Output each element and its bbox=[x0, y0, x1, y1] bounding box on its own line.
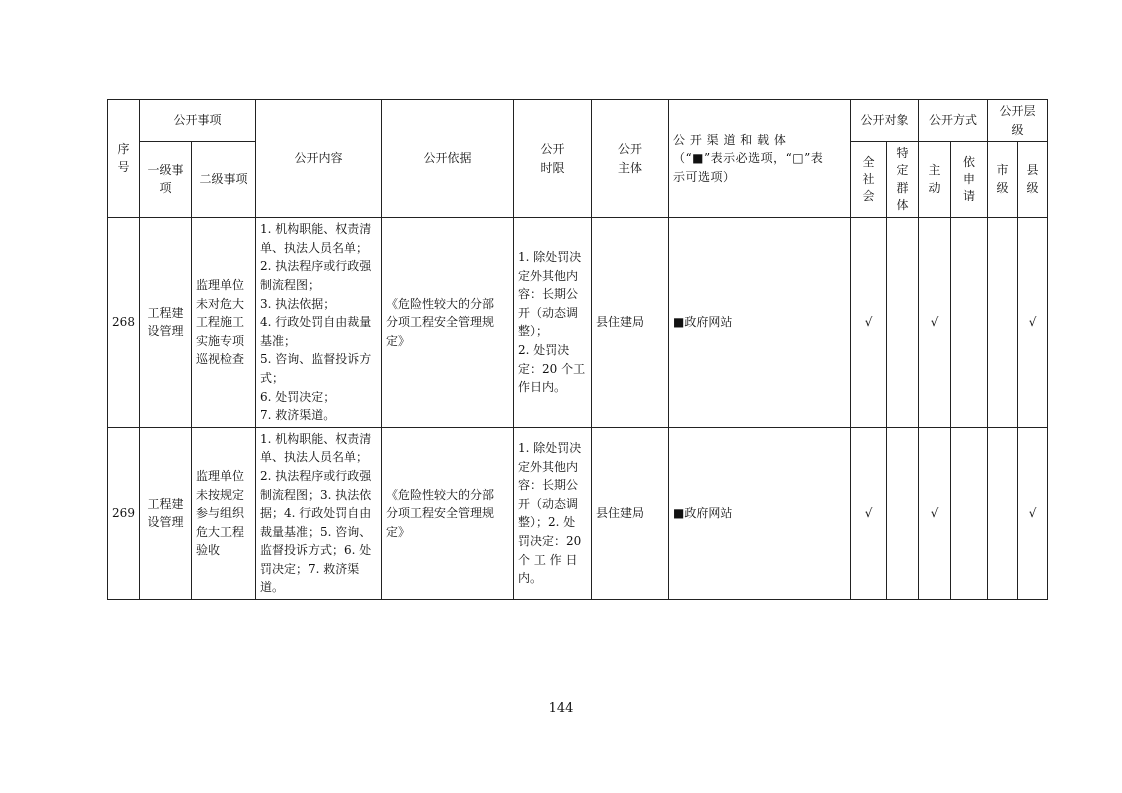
header-target-group: 公开对象 bbox=[851, 100, 919, 142]
cell-level2: 监理单位 未按规定 参与组织 危大工程 验收 bbox=[192, 427, 256, 599]
cell-method-request bbox=[951, 427, 988, 599]
cell-content: 1. 机构职能、权责清 单、执法人员名单； 2. 执法程序或行政强 制流程图； 3. 执法依据； 4. 行政处罚自由裁量 基准； 5. 咨询、监督投诉方 式； 6. 处罚决定； 7. 救济渠道。 bbox=[256, 218, 382, 428]
header-subject: 公开 主体 bbox=[592, 100, 669, 218]
header-method-active: 主 动 bbox=[919, 142, 951, 218]
cell-level2: 监理单位 未对危大 工程施工 实施专项 巡视检查 bbox=[192, 218, 256, 428]
header-method-request: 依 申 请 bbox=[951, 142, 988, 218]
header-level1: 一级事 项 bbox=[140, 142, 192, 218]
cell-channel: ■政府网站 bbox=[669, 427, 851, 599]
cell-target-specific bbox=[887, 218, 919, 428]
header-level2: 二级事项 bbox=[192, 142, 256, 218]
table-header-row-top bbox=[108, 100, 1048, 142]
header-target-specific: 特 定 群 体 bbox=[887, 142, 919, 218]
cell-level-city bbox=[988, 427, 1018, 599]
cell-target-all: √ bbox=[851, 427, 887, 599]
cell-seq: 268 bbox=[108, 218, 140, 428]
cell-target-all: √ bbox=[851, 218, 887, 428]
cell-basis: 《危险性较大的分部 分项工程安全管理规 定》 bbox=[382, 427, 514, 599]
cell-level-county: √ bbox=[1018, 218, 1048, 428]
cell-level-county: √ bbox=[1018, 427, 1048, 599]
cell-content: 1. 机构职能、权责清 单、执法人员名单； 2. 执法程序或行政强 制流程图；3. 执法依 据；4. 行政处罚自由 裁量基准；5. 咨询、 监督投诉方式；6. 处 罚决定；7. 救济渠道。 bbox=[256, 427, 382, 599]
cell-level1: 工程建 设管理 bbox=[140, 427, 192, 599]
cell-method-active: √ bbox=[919, 218, 951, 428]
header-level-group: 公开层 级 bbox=[988, 100, 1048, 142]
cell-method-active: √ bbox=[919, 427, 951, 599]
header-method-group: 公开方式 bbox=[919, 100, 988, 142]
table-row bbox=[108, 427, 1048, 599]
cell-channel: ■政府网站 bbox=[669, 218, 851, 428]
cell-time-limit: 1. 除处罚决 定外其他内 容：长期公 开（动态调 整）；2. 处 罚决定：20 个 工 作 日 内。 bbox=[514, 427, 592, 599]
cell-subject: 县住建局 bbox=[592, 218, 669, 428]
header-content: 公开内容 bbox=[256, 100, 382, 218]
header-matter-group: 公开事项 bbox=[140, 100, 256, 142]
cell-time-limit: 1. 除处罚决 定外其他内 容：长期公 开（动态调 整）； 2. 处罚决 定：20 个工 作日内。 bbox=[514, 218, 592, 428]
disclosure-table bbox=[107, 99, 1048, 600]
header-level-county: 县 级 bbox=[1018, 142, 1048, 218]
header-channel: 公 开 渠 道 和 载 体 （“■”表示必选项，“□”表 示可选项） bbox=[669, 100, 851, 218]
table-row bbox=[108, 218, 1048, 428]
header-seq: 序 号 bbox=[108, 100, 140, 218]
header-time-limit: 公开 时限 bbox=[514, 100, 592, 218]
cell-subject: 县住建局 bbox=[592, 427, 669, 599]
header-basis: 公开依据 bbox=[382, 100, 514, 218]
cell-seq: 269 bbox=[108, 427, 140, 599]
cell-level1: 工程建 设管理 bbox=[140, 218, 192, 428]
cell-target-specific bbox=[887, 427, 919, 599]
header-target-all: 全 社 会 bbox=[851, 142, 887, 218]
cell-basis: 《危险性较大的分部 分项工程安全管理规 定》 bbox=[382, 218, 514, 428]
header-level-city: 市 级 bbox=[988, 142, 1018, 218]
page-number: 144 bbox=[548, 701, 574, 716]
cell-method-request bbox=[951, 218, 988, 428]
cell-level-city bbox=[988, 218, 1018, 428]
